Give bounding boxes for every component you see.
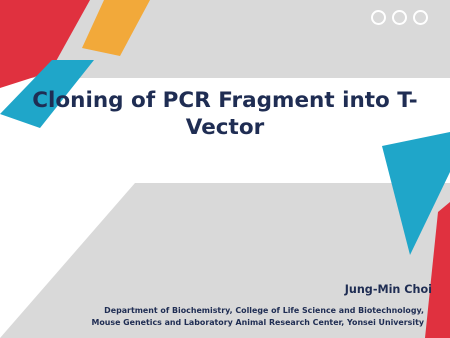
circle-icon [413,10,428,25]
window-dots [371,10,428,25]
affiliation-block [91,305,424,329]
author-name: Jung-Min Choi [344,283,432,296]
circle-icon [392,10,407,25]
affiliation-line: Mouse Genetics and Laboratory Animal Research Center, Yonsei University [91,318,424,327]
slide-title: Cloning of PCR Fragment into T-Vector [32,88,418,140]
circle-icon [371,10,386,25]
affiliation-line: Department of Biochemistry, College of Life Science and Biotechnology, [104,306,424,315]
